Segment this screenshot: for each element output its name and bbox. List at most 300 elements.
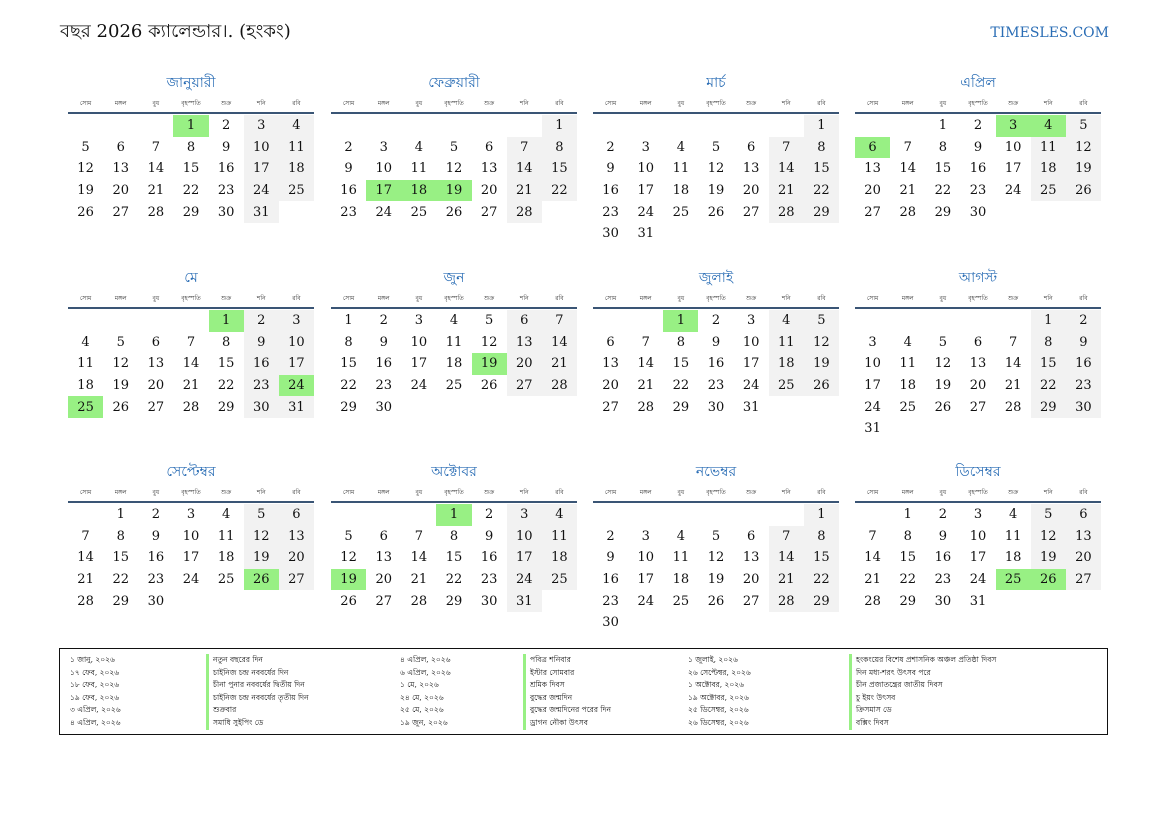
holiday-day-cell: 26 bbox=[244, 569, 279, 591]
day-cell: 23 bbox=[969, 183, 987, 199]
empty-day-cell bbox=[769, 504, 804, 526]
day-cell: 5 bbox=[244, 504, 279, 526]
day-cell: 18 bbox=[769, 353, 804, 375]
day-cell: 15 bbox=[112, 550, 129, 566]
day-cell: 14 bbox=[77, 550, 94, 566]
weekday-label: সোম bbox=[342, 489, 355, 496]
day-cell: 29 bbox=[340, 399, 357, 415]
day-cell: 26 bbox=[934, 399, 952, 415]
page-title: বছর 2026 ক্যালেন্ডার।. (হংকং) bbox=[60, 21, 291, 42]
day-cell: 26 bbox=[1066, 180, 1101, 202]
day-cell: 21 bbox=[769, 180, 804, 202]
day-cell: 5 bbox=[1066, 115, 1101, 137]
weekday-label: সোম bbox=[604, 489, 617, 496]
day-cell: 23 bbox=[147, 572, 165, 588]
day-cell: 11 bbox=[672, 550, 690, 566]
holiday-date-column-2 bbox=[400, 654, 451, 730]
day-cell: 5 bbox=[804, 310, 839, 332]
day-grid bbox=[593, 310, 839, 418]
site-brand-link[interactable]: TIMESLES.COM bbox=[990, 25, 1109, 41]
weekday-label: সোম bbox=[79, 295, 92, 302]
holiday-name: শুক্রবার bbox=[206, 704, 309, 717]
day-cell: 22 bbox=[804, 569, 839, 591]
day-cell: 1 bbox=[542, 115, 577, 137]
day-cell: 3 bbox=[507, 504, 542, 526]
holiday-day-cell: 6 bbox=[855, 137, 890, 159]
day-grid bbox=[331, 504, 577, 612]
holiday-date: ৪ এপ্রিল, ২০২৬ bbox=[70, 717, 121, 727]
empty-day-cell bbox=[331, 115, 366, 137]
day-cell: 20 bbox=[969, 378, 987, 394]
day-cell: 12 bbox=[340, 550, 357, 566]
day-cell: 4 bbox=[81, 334, 90, 350]
day-cell: 28 bbox=[77, 593, 94, 609]
day-cell: 3 bbox=[973, 507, 983, 523]
day-cell: 21 bbox=[410, 572, 428, 588]
day-cell: 28 bbox=[769, 201, 804, 223]
day-cell: 11 bbox=[899, 356, 916, 372]
day-cell: 26 bbox=[480, 378, 498, 394]
day-cell: 18 bbox=[899, 378, 916, 394]
day-cell: 2 bbox=[221, 118, 231, 134]
day-cell: 16 bbox=[934, 550, 952, 566]
day-cell: 13 bbox=[147, 356, 165, 372]
weekday-label: শুক্র bbox=[1008, 295, 1019, 302]
day-cell: 17 bbox=[1004, 161, 1022, 177]
day-cell: 29 bbox=[899, 593, 916, 609]
day-grid bbox=[593, 504, 839, 634]
weekday-label: মঙ্গল bbox=[639, 100, 652, 107]
empty-day-cell bbox=[593, 115, 628, 137]
day-cell: 17 bbox=[864, 378, 881, 394]
day-cell: 24 bbox=[507, 569, 542, 591]
day-cell: 4 bbox=[542, 504, 577, 526]
weekday-label: মঙ্গল bbox=[377, 100, 390, 107]
weekday-label: রবি bbox=[1079, 489, 1088, 496]
weekday-label: সোম bbox=[342, 100, 355, 107]
weekday-label: শনি bbox=[1043, 489, 1053, 496]
day-cell: 25 bbox=[279, 180, 314, 202]
holiday-day-cell: 3 bbox=[996, 115, 1031, 137]
weekday-header bbox=[593, 291, 839, 309]
weekday-label: শনি bbox=[256, 295, 266, 302]
weekday-label: বুধ bbox=[415, 295, 423, 302]
day-cell: 28 bbox=[542, 375, 577, 397]
empty-day-cell bbox=[698, 115, 733, 137]
day-cell: 13 bbox=[742, 161, 760, 177]
day-cell: 13 bbox=[864, 161, 881, 177]
holiday-date: ১৯ অক্টোবর, ২০২৬ bbox=[688, 692, 749, 702]
day-cell: 2 bbox=[606, 528, 615, 544]
day-cell: 5 bbox=[711, 139, 721, 155]
day-cell: 2 bbox=[151, 507, 160, 523]
day-cell: 29 bbox=[804, 201, 839, 223]
day-cell: 24 bbox=[969, 572, 987, 588]
day-cell: 4 bbox=[1008, 507, 1018, 523]
day-cell: 10 bbox=[507, 526, 542, 548]
day-cell: 18 bbox=[672, 572, 690, 588]
day-cell: 20 bbox=[279, 547, 314, 569]
day-cell: 19 bbox=[804, 353, 839, 375]
day-cell: 24 bbox=[864, 399, 881, 415]
holiday-name-column-2 bbox=[523, 654, 611, 730]
day-cell: 30 bbox=[147, 593, 165, 609]
day-cell: 14 bbox=[864, 550, 881, 566]
holiday-day-cell: 17 bbox=[366, 180, 401, 202]
day-cell: 20 bbox=[742, 572, 760, 588]
day-grid bbox=[855, 115, 1101, 223]
weekday-label: বুধ bbox=[677, 100, 685, 107]
day-cell: 9 bbox=[344, 161, 353, 177]
day-cell: 6 bbox=[279, 504, 314, 526]
holiday-name: ক্রিসমাস ডে bbox=[849, 704, 996, 717]
day-cell: 2 bbox=[379, 313, 388, 329]
day-cell: 25 bbox=[542, 569, 577, 591]
day-cell: 7 bbox=[903, 139, 912, 155]
day-cell: 16 bbox=[375, 356, 392, 372]
day-cell: 16 bbox=[1066, 353, 1101, 375]
day-cell: 23 bbox=[217, 183, 235, 199]
holiday-date: ১৭ ফেব, ২০২৬ bbox=[70, 667, 120, 677]
empty-day-cell bbox=[436, 115, 471, 137]
weekday-label: শনি bbox=[781, 100, 791, 107]
day-cell: 25 bbox=[410, 204, 428, 220]
day-cell: 30 bbox=[969, 204, 987, 220]
holiday-name: ড্রাগন নৌকা উৎসব bbox=[523, 717, 611, 730]
empty-day-cell bbox=[628, 504, 663, 526]
day-cell: 28 bbox=[410, 593, 428, 609]
day-cell: 15 bbox=[182, 161, 200, 177]
day-cell: 11 bbox=[77, 356, 94, 372]
day-cell: 22 bbox=[217, 378, 235, 394]
day-cell: 22 bbox=[445, 572, 463, 588]
day-cell: 24 bbox=[637, 593, 654, 609]
holiday-day-cell: 4 bbox=[1031, 115, 1066, 137]
day-cell: 13 bbox=[112, 161, 129, 177]
day-cell: 26 bbox=[804, 375, 839, 397]
holiday-day-cell: 19 bbox=[472, 353, 507, 375]
weekday-label: বুধ bbox=[152, 295, 160, 302]
day-cell: 15 bbox=[804, 547, 839, 569]
day-cell: 23 bbox=[340, 204, 357, 220]
holiday-name: বুদ্ধের জন্মদিনের পরের দিন bbox=[523, 704, 611, 717]
day-cell: 3 bbox=[641, 139, 650, 155]
weekday-label: বুধ bbox=[677, 489, 685, 496]
empty-day-cell bbox=[401, 504, 436, 526]
empty-day-cell bbox=[138, 310, 173, 332]
day-cell: 14 bbox=[147, 161, 165, 177]
day-cell: 15 bbox=[542, 158, 577, 180]
day-cell: 29 bbox=[445, 593, 463, 609]
weekday-label: বুধ bbox=[415, 489, 423, 496]
day-cell: 4 bbox=[279, 115, 314, 137]
day-cell: 27 bbox=[969, 399, 987, 415]
weekday-header bbox=[331, 485, 577, 503]
weekday-label: মঙ্গল bbox=[114, 100, 127, 107]
day-cell: 6 bbox=[1066, 504, 1101, 526]
empty-day-cell bbox=[366, 115, 401, 137]
day-cell: 7 bbox=[151, 139, 160, 155]
day-cell: 14 bbox=[410, 550, 428, 566]
day-cell: 18 bbox=[672, 183, 690, 199]
day-cell: 16 bbox=[707, 356, 725, 372]
empty-day-cell bbox=[996, 310, 1031, 332]
month-name: জুন bbox=[443, 270, 465, 286]
day-cell: 5 bbox=[711, 528, 721, 544]
empty-day-cell bbox=[401, 115, 436, 137]
day-cell: 9 bbox=[711, 334, 721, 350]
day-cell: 28 bbox=[769, 590, 804, 612]
holiday-name: চু ইয়ং উৎসব bbox=[849, 692, 996, 705]
month-name: এপ্রিল bbox=[960, 75, 996, 91]
day-cell: 9 bbox=[221, 139, 231, 155]
day-cell: 25 bbox=[217, 572, 235, 588]
weekday-label: বৃহস্পতি bbox=[968, 100, 988, 107]
day-cell: 30 bbox=[707, 399, 725, 415]
day-cell: 22 bbox=[672, 378, 690, 394]
weekday-label: সোম bbox=[866, 295, 879, 302]
day-cell: 18 bbox=[77, 378, 94, 394]
day-cell: 13 bbox=[507, 332, 542, 354]
day-cell: 27 bbox=[480, 204, 498, 220]
holiday-date: ১ জুলাই, ২০২৬ bbox=[688, 655, 738, 664]
day-cell: 7 bbox=[769, 137, 804, 159]
weekday-label: বুধ bbox=[939, 100, 947, 107]
weekday-label: রবি bbox=[1079, 100, 1088, 107]
day-cell: 18 bbox=[279, 158, 314, 180]
day-cell: 15 bbox=[672, 356, 690, 372]
weekday-label: বৃহস্পতি bbox=[968, 489, 988, 496]
holiday-day-cell: 1 bbox=[436, 504, 471, 526]
day-cell: 6 bbox=[379, 528, 388, 544]
holiday-date: ২৬ ডিসেম্বর, ২০২৬ bbox=[688, 717, 749, 727]
day-cell: 19 bbox=[1066, 158, 1101, 180]
day-cell: 25 bbox=[445, 378, 463, 394]
day-cell: 10 bbox=[375, 161, 392, 177]
day-cell: 27 bbox=[602, 399, 619, 415]
holiday-name: পবিত্র শনিবার bbox=[523, 654, 611, 667]
weekday-label: শুক্র bbox=[221, 295, 232, 302]
day-cell: 19 bbox=[77, 183, 94, 199]
day-cell: 6 bbox=[151, 334, 160, 350]
empty-day-cell bbox=[663, 115, 698, 137]
day-cell: 6 bbox=[973, 334, 983, 350]
month-name: সেপ্টেম্বর bbox=[166, 464, 216, 480]
weekday-label: সোম bbox=[342, 295, 355, 302]
day-cell: 16 bbox=[244, 353, 279, 375]
weekday-label: শনি bbox=[781, 295, 791, 302]
weekday-label: শনি bbox=[519, 295, 529, 302]
weekday-header bbox=[68, 485, 314, 503]
day-cell: 21 bbox=[864, 572, 881, 588]
day-cell: 25 bbox=[672, 593, 690, 609]
empty-day-cell bbox=[366, 504, 401, 526]
day-cell: 12 bbox=[77, 161, 94, 177]
month-block bbox=[68, 267, 314, 418]
empty-day-cell bbox=[472, 115, 507, 137]
day-cell: 30 bbox=[602, 615, 619, 631]
day-cell: 7 bbox=[81, 528, 90, 544]
day-cell: 19 bbox=[112, 378, 129, 394]
day-cell: 17 bbox=[507, 547, 542, 569]
holiday-date: ২৫ মে, ২০২৬ bbox=[400, 705, 444, 715]
day-cell: 25 bbox=[769, 375, 804, 397]
day-cell: 8 bbox=[186, 139, 196, 155]
holiday-day-cell: 1 bbox=[173, 115, 208, 137]
day-cell: 9 bbox=[938, 528, 947, 544]
day-cell: 7 bbox=[769, 526, 804, 548]
day-cell: 1 bbox=[804, 115, 839, 137]
weekday-header bbox=[593, 96, 839, 114]
day-cell: 2 bbox=[606, 139, 615, 155]
holiday-day-cell: 18 bbox=[401, 180, 436, 202]
weekday-label: সোম bbox=[604, 100, 617, 107]
month-block bbox=[593, 461, 839, 634]
day-cell: 10 bbox=[182, 528, 200, 544]
holiday-name: চাইনিজ চন্দ্র নববর্ষের তৃতীয় দিন bbox=[206, 692, 309, 705]
day-cell: 10 bbox=[1004, 139, 1022, 155]
day-cell: 5 bbox=[81, 139, 90, 155]
empty-day-cell bbox=[628, 310, 663, 332]
day-cell: 23 bbox=[1066, 375, 1101, 397]
day-cell: 14 bbox=[182, 356, 200, 372]
day-cell: 22 bbox=[112, 572, 129, 588]
day-cell: 4 bbox=[449, 313, 459, 329]
day-cell: 22 bbox=[934, 183, 952, 199]
weekday-label: রবি bbox=[292, 100, 301, 107]
day-cell: 31 bbox=[507, 590, 542, 612]
day-grid bbox=[855, 310, 1101, 440]
holiday-day-cell: 25 bbox=[996, 569, 1031, 591]
weekday-label: শুক্র bbox=[746, 100, 757, 107]
day-cell: 22 bbox=[899, 572, 916, 588]
day-cell: 9 bbox=[244, 332, 279, 354]
holiday-name: চীন প্রজাতন্ত্রের জাতীয় দিবস bbox=[849, 679, 996, 692]
month-name: অক্টোবর bbox=[431, 464, 477, 480]
day-cell: 11 bbox=[445, 334, 463, 350]
weekday-label: শনি bbox=[519, 489, 529, 496]
weekday-label: মঙ্গল bbox=[377, 295, 390, 302]
weekday-label: বৃহস্পতি bbox=[181, 100, 201, 107]
day-cell: 7 bbox=[542, 310, 577, 332]
empty-day-cell bbox=[331, 504, 366, 526]
day-cell: 11 bbox=[279, 137, 314, 159]
day-grid bbox=[68, 310, 314, 418]
day-cell: 9 bbox=[151, 528, 160, 544]
day-cell: 11 bbox=[217, 528, 235, 544]
day-cell: 3 bbox=[868, 334, 877, 350]
day-cell: 26 bbox=[112, 399, 129, 415]
day-cell: 16 bbox=[147, 550, 165, 566]
day-cell: 8 bbox=[1031, 332, 1066, 354]
weekday-label: শুক্র bbox=[221, 489, 232, 496]
weekday-label: সোম bbox=[866, 100, 879, 107]
day-cell: 31 bbox=[864, 421, 881, 437]
day-cell: 24 bbox=[182, 572, 200, 588]
day-cell: 23 bbox=[375, 378, 392, 394]
day-cell: 12 bbox=[244, 526, 279, 548]
day-cell: 4 bbox=[414, 139, 423, 155]
day-cell: 20 bbox=[602, 378, 619, 394]
day-cell: 3 bbox=[641, 528, 650, 544]
empty-day-cell bbox=[855, 504, 890, 526]
day-cell: 13 bbox=[1066, 526, 1101, 548]
day-cell: 29 bbox=[217, 399, 235, 415]
day-cell: 15 bbox=[804, 158, 839, 180]
weekday-label: বুধ bbox=[152, 489, 160, 496]
holiday-date: ৬ এপ্রিল, ২০২৬ bbox=[400, 667, 451, 677]
day-cell: 7 bbox=[414, 528, 423, 544]
day-cell: 19 bbox=[244, 547, 279, 569]
weekday-label: শুক্র bbox=[746, 489, 757, 496]
weekday-label: শুক্র bbox=[746, 295, 757, 302]
weekday-label: রবি bbox=[817, 100, 826, 107]
day-cell: 8 bbox=[903, 528, 912, 544]
month-block bbox=[68, 72, 314, 223]
day-cell: 25 bbox=[672, 204, 690, 220]
day-cell: 20 bbox=[147, 378, 165, 394]
day-cell: 29 bbox=[672, 399, 690, 415]
day-cell: 30 bbox=[480, 593, 498, 609]
day-cell: 17 bbox=[182, 550, 200, 566]
day-cell: 27 bbox=[375, 593, 392, 609]
day-cell: 29 bbox=[804, 590, 839, 612]
month-block bbox=[68, 461, 314, 612]
empty-day-cell bbox=[734, 115, 769, 137]
weekday-label: মঙ্গল bbox=[901, 100, 914, 107]
holiday-date: ৩ এপ্রিল, ২০২৬ bbox=[70, 705, 121, 715]
day-cell: 7 bbox=[507, 137, 542, 159]
weekday-label: বুধ bbox=[677, 295, 685, 302]
weekday-label: রবি bbox=[1079, 295, 1088, 302]
day-cell: 12 bbox=[707, 161, 725, 177]
day-cell: 25 bbox=[899, 399, 916, 415]
day-cell: 30 bbox=[375, 399, 392, 415]
day-cell: 31 bbox=[637, 226, 654, 242]
day-cell: 11 bbox=[410, 161, 428, 177]
day-grid bbox=[855, 504, 1101, 612]
holiday-day-cell: 26 bbox=[1031, 569, 1066, 591]
month-block bbox=[593, 267, 839, 418]
day-cell: 18 bbox=[445, 356, 463, 372]
day-cell: 12 bbox=[804, 332, 839, 354]
day-cell: 2 bbox=[344, 139, 353, 155]
month-name: জুলাই bbox=[698, 270, 734, 286]
empty-day-cell bbox=[663, 504, 698, 526]
day-cell: 30 bbox=[602, 226, 619, 242]
day-cell: 27 bbox=[112, 204, 129, 220]
holiday-name: ইস্টার সোমবার bbox=[523, 667, 611, 680]
weekday-label: বৃহস্পতি bbox=[444, 100, 464, 107]
day-cell: 11 bbox=[1004, 528, 1022, 544]
weekday-label: রবি bbox=[555, 489, 564, 496]
empty-day-cell bbox=[68, 310, 103, 332]
weekday-label: শনি bbox=[256, 489, 266, 496]
day-cell: 10 bbox=[410, 334, 428, 350]
day-cell: 26 bbox=[707, 593, 725, 609]
weekday-label: রবি bbox=[555, 100, 564, 107]
day-cell: 3 bbox=[414, 313, 423, 329]
day-cell: 23 bbox=[707, 378, 725, 394]
day-cell: 14 bbox=[542, 332, 577, 354]
day-cell: 8 bbox=[221, 334, 231, 350]
day-cell: 8 bbox=[676, 334, 685, 350]
day-cell: 10 bbox=[637, 550, 654, 566]
empty-day-cell bbox=[734, 504, 769, 526]
weekday-label: বুধ bbox=[415, 100, 423, 107]
day-cell: 9 bbox=[606, 550, 615, 566]
holiday-day-cell: 19 bbox=[436, 180, 471, 202]
